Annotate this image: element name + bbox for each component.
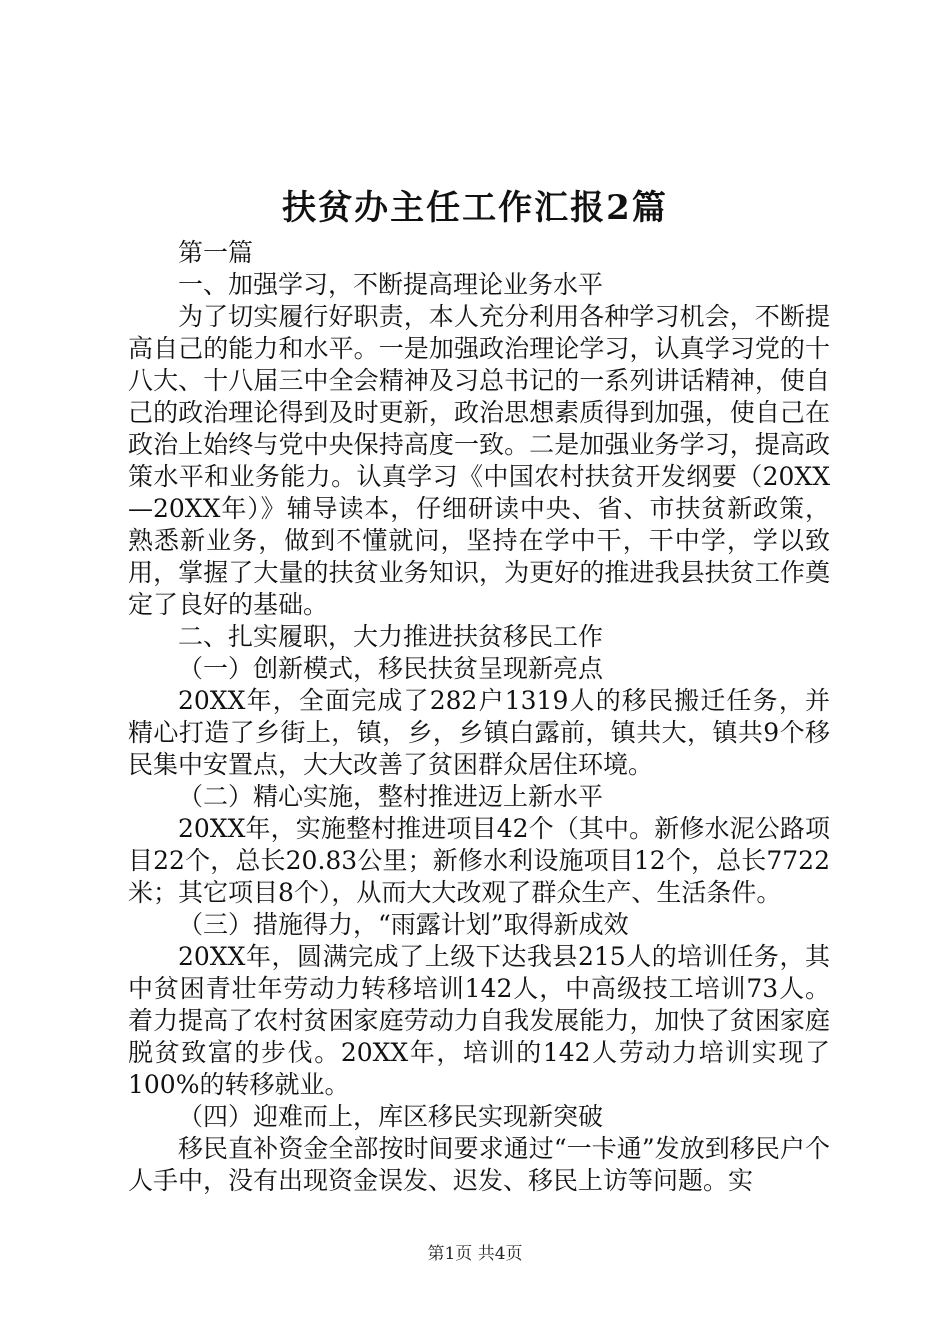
subsection-heading: （二）精心实施，整村推进迈上新水平	[178, 782, 604, 811]
paragraph: 20XX年，实施整村推进项目42个（其中。新修水泥公路项目22个，总长20.83公里；新修水利设施项目12个，总长7722米；其它项目8个），从而大大改观了群众生产、生活条件。	[128, 814, 830, 907]
subsection-heading: （一）创新模式，移民扶贫呈现新亮点	[178, 654, 604, 683]
page-footer: 第1页 共4页	[427, 1244, 523, 1264]
section-heading: 一、加强学习，不断提高理论业务水平	[178, 270, 604, 299]
paragraph: 移民直补资金全部按时间要求通过“一卡通”发放到移民户个人手中，没有出现资金误发、迟发、移民上访等问题。实	[128, 1134, 830, 1195]
paragraph: 20XX年，全面完成了282户1319人的移民搬迁任务，并精心打造了乡街上，镇，乡，乡镇白露前，镇共大，镇共9个移民集中安置点，大大改善了贫困群众居住环境。	[128, 686, 830, 779]
section-heading: 二、扎实履职，大力推进扶贫移民工作	[178, 622, 604, 651]
section-heading: 第一篇	[178, 238, 254, 267]
subsection-heading: （三）措施得力，“雨露计划”取得新成效	[178, 910, 629, 939]
paragraph: 20XX年，圆满完成了上级下达我县215人的培训任务，其中贫困青壮年劳动力转移培训142人，中高级技工培训73人。着力提高了农村贫困家庭劳动力自我发展能力，加快了贫困家庭脱贫致富的步伐。20XX年，培训的142人劳动力培训实现了100%的转移就业。	[128, 942, 830, 1099]
subsection-heading: （四）迎难而上，库区移民实现新突破	[178, 1102, 604, 1131]
document-body	[128, 237, 830, 1197]
document-title: 扶贫办主任工作汇报2篇	[282, 188, 668, 228]
paragraph: 为了切实履行好职责，本人充分利用各种学习机会，不断提高自己的能力和水平。一是加强政治理论学习，认真学习党的十八大、十八届三中全会精神及习总书记的一系列讲话精神，使自己的政治理论得到及时更新，政治思想素质得到加强，使自己在政治上始终与党中央保持高度一致。二是加强业务学习，提高政策水平和业务能力。认真学习《中国农村扶贫开发纲要（20XX—20XX年）》辅导读本，仔细研读中央、省、市扶贫新政策，熟悉新业务，做到不懂就问，坚持在学中干，干中学，学以致用，掌握了大量的扶贫业务知识，为更好的推进我县扶贫工作奠定了良好的基础。	[128, 302, 830, 619]
